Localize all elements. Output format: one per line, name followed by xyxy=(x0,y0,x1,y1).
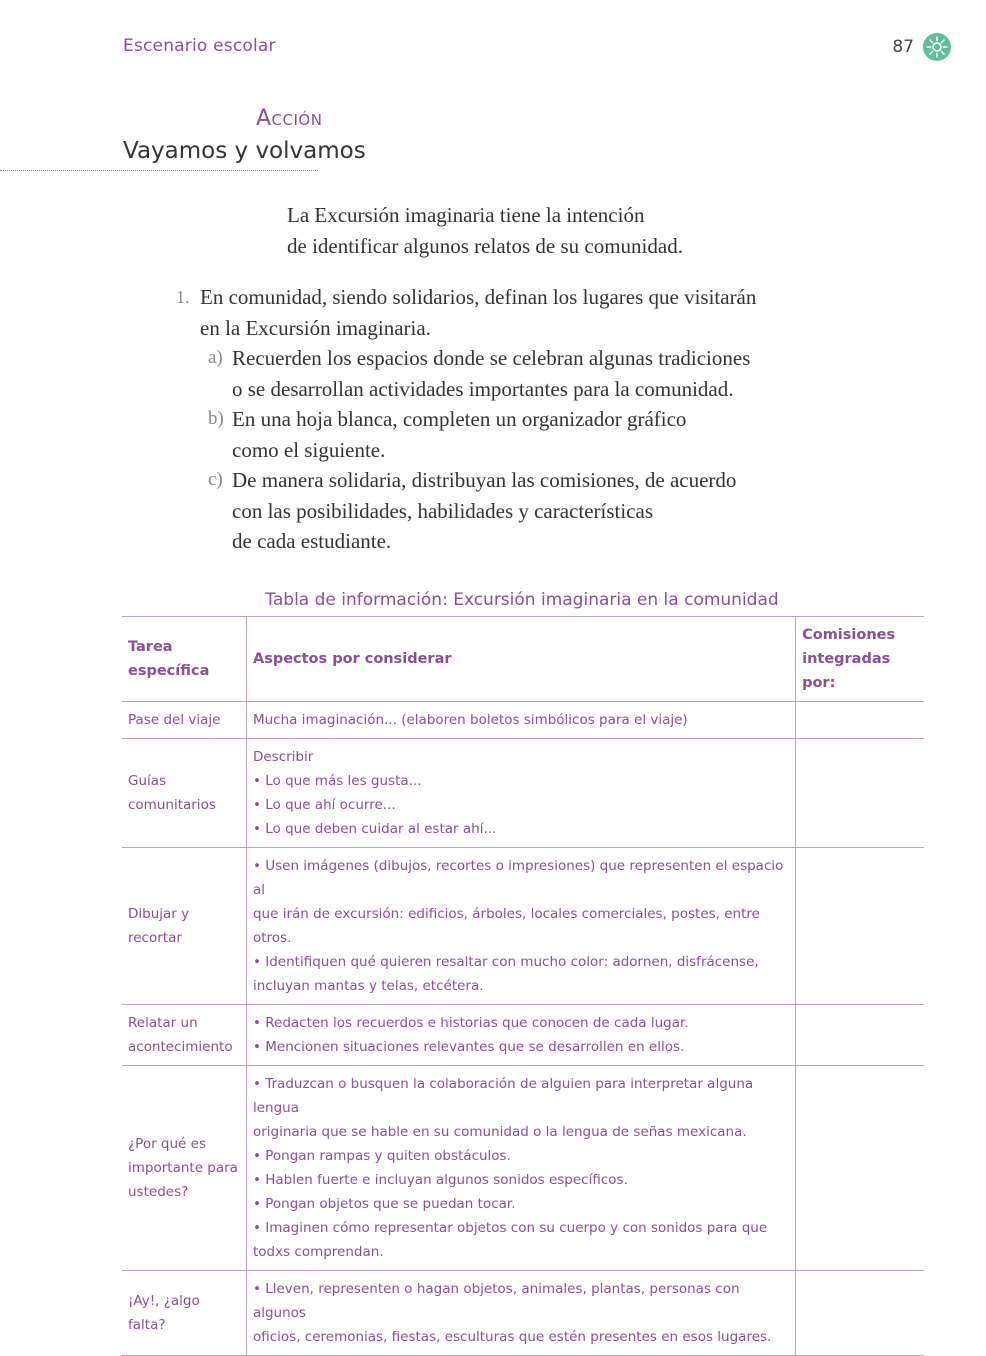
information-table xyxy=(122,616,924,1356)
commissions-cell xyxy=(796,702,924,739)
aspect-bullet: • Redacten los recuerdos e historias que conocen de cada lugar. xyxy=(253,1011,789,1035)
aspect-bullet: • Pongan rampas y quiten obstáculos. xyxy=(253,1144,789,1168)
intro-line: de identificar algunos relatos de su comunidad. xyxy=(287,234,683,258)
table-row xyxy=(122,1005,924,1066)
commissions-cell xyxy=(796,1005,924,1066)
task-cell xyxy=(122,702,246,739)
divider xyxy=(0,170,318,171)
task-text: acontecimiento xyxy=(128,1039,233,1055)
item-text: en la Excursión imaginaria. xyxy=(200,315,431,340)
header-text: Comisiones xyxy=(802,627,896,643)
aspect-bullet: • Identifiquen qué quieren resaltar con mucho color: adornen, disfrácense, xyxy=(253,950,789,974)
table-row xyxy=(122,702,924,739)
commissions-cell xyxy=(796,848,924,1005)
commissions-cell xyxy=(796,1271,924,1356)
sub-item-text: o se desarrollan actividades importantes para la comunidad. xyxy=(232,376,734,401)
page-number: 87 xyxy=(892,37,914,57)
intro-line: La Excursión imaginaria tiene la intención xyxy=(287,203,645,227)
instructions-list xyxy=(176,282,796,557)
instruction-item xyxy=(176,282,796,557)
commissions-cell xyxy=(796,739,924,848)
sub-item-text: como el siguiente. xyxy=(232,437,386,462)
column-header-task xyxy=(122,617,246,702)
aspects-cell xyxy=(246,1066,795,1271)
task-text: importante para xyxy=(128,1160,238,1176)
task-text: Relatar un xyxy=(128,1015,198,1031)
task-cell xyxy=(122,848,246,1005)
sub-item-letter: a) xyxy=(208,347,223,368)
intro-paragraph xyxy=(287,200,757,262)
column-header-commissions xyxy=(796,617,924,702)
task-text: ¡Ay!, ¿algo falta? xyxy=(128,1293,200,1333)
aspect-bullet: • Imaginen cómo representar objetos con su cuerpo y con sonidos para que xyxy=(253,1216,789,1240)
task-cell xyxy=(122,1271,246,1356)
table-title: Tabla de información: Excursión imaginaria en la comunidad xyxy=(265,590,779,610)
aspect-text: originaria que se hable en su comunidad o la lengua de señas mexicana. xyxy=(252,1124,747,1140)
sub-item xyxy=(208,404,796,465)
sub-items xyxy=(208,343,796,557)
aspect-bullet: • Lo que más les gusta... xyxy=(253,769,789,793)
aspect-text: todxs comprendan. xyxy=(252,1244,384,1260)
task-text: recortar xyxy=(128,930,182,946)
task-text: ustedes? xyxy=(128,1184,189,1200)
sub-item-letter: b) xyxy=(208,408,224,429)
aspect-bullet: • Usen imágenes (dibujos, recortes o impresiones) que representen el espacio al xyxy=(253,854,789,902)
aspect-text: incluyan mantas y telas, etcétera. xyxy=(252,978,484,994)
commissions-cell xyxy=(796,1066,924,1271)
task-text: Dibujar y xyxy=(128,906,190,922)
aspect-bullet: • Mencionen situaciones relevantes que se desarrollen en ellos. xyxy=(253,1035,789,1059)
aspect-text: Mucha imaginación... (elaboren boletos simbólicos para el viaje) xyxy=(252,712,688,728)
task-cell xyxy=(122,1066,246,1271)
aspects-cell xyxy=(246,702,795,739)
aspect-bullet: • Pongan objetos que se puedan tocar. xyxy=(253,1192,789,1216)
item-number: 1. xyxy=(176,287,190,307)
sub-item-text: Recuerden los espacios donde se celebran algunas tradiciones xyxy=(232,346,751,370)
task-text: Guías xyxy=(128,773,167,789)
task-text: ¿Por qué es xyxy=(128,1136,206,1152)
sub-item-text: De manera solidaria, distribuyan las comisiones, de acuerdo xyxy=(232,468,737,492)
header-text: integradas por: xyxy=(802,651,891,691)
header-text: específica xyxy=(128,663,210,679)
sub-item-letter: c) xyxy=(208,469,223,490)
aspect-bullet: • Lo que deben cuidar al estar ahí... xyxy=(253,817,789,841)
table-header-row xyxy=(122,617,924,702)
task-cell xyxy=(122,1005,246,1066)
section-label: Acción xyxy=(256,106,323,131)
sub-item xyxy=(208,343,796,404)
sub-item-text: En una hoja blanca, completen un organizador gráfico xyxy=(232,407,687,431)
section-title: Vayamos y volvamos xyxy=(123,138,366,164)
header-text: Tarea xyxy=(128,639,173,655)
aspect-bullet: • Hablen fuerte e incluyan algunos sonidos específicos. xyxy=(253,1168,789,1192)
task-text: comunitarios xyxy=(128,797,216,813)
aspects-cell xyxy=(246,739,795,848)
aspects-cell xyxy=(246,1271,795,1356)
aspect-bullet: • Traduzcan o busquen la colaboración de alguien para interpretar alguna lengua xyxy=(253,1072,789,1120)
sun-icon xyxy=(922,32,952,62)
book-title: Escenario escolar xyxy=(123,36,276,56)
aspect-text: que irán de excursión: edificios, árboles, locales comerciales, postes, entre otros. xyxy=(252,906,760,946)
aspects-cell xyxy=(246,1005,795,1066)
page-header-right xyxy=(892,32,952,62)
aspect-bullet: • Lo que ahí ocurre... xyxy=(253,793,789,817)
table-row xyxy=(122,1271,924,1356)
task-text: Pase del viaje xyxy=(128,712,221,728)
sub-item-text: con las posibilidades, habilidades y características xyxy=(232,498,654,523)
aspects-cell xyxy=(246,848,795,1005)
table-row xyxy=(122,1066,924,1271)
column-header-aspects: Aspectos por considerar xyxy=(246,617,795,702)
aspect-text: Describir xyxy=(252,749,314,765)
sub-item-text: de cada estudiante. xyxy=(232,529,392,553)
item-text: En comunidad, siendo solidarios, definan los lugares que visitarán xyxy=(200,285,757,309)
task-cell xyxy=(122,739,246,848)
aspect-text: oficios, ceremonias, fiestas, esculturas que estén presentes en esos lugares. xyxy=(252,1329,772,1345)
table-row xyxy=(122,739,924,848)
sub-item xyxy=(208,465,796,557)
table-row xyxy=(122,848,924,1005)
aspect-bullet: • Lleven, representen o hagan objetos, animales, plantas, personas con algunos xyxy=(253,1277,789,1325)
